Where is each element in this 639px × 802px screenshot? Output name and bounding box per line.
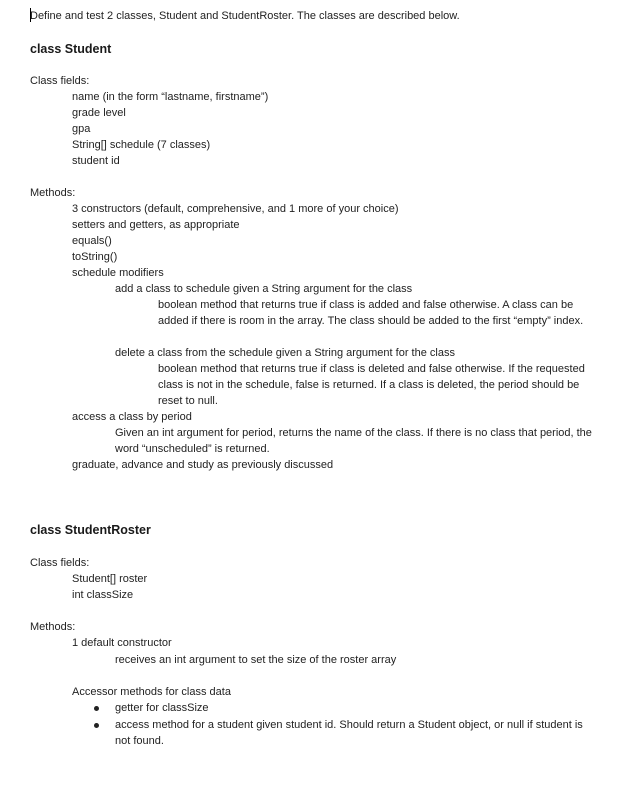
student-field-item: grade level [72,107,126,119]
roster-field-item: int classSize [72,589,134,601]
student-field-item: student id [72,155,120,167]
student-method-add-description: boolean method that returns true if class is added and false otherwise. A class can be added if there is room in the array. The class should be added to the first “empty” index. [158,299,584,327]
bullet-icon [94,723,99,728]
student-method-setters: setters and getters, as appropriate [72,219,240,231]
student-method-graduate: graduate, advance and study as previously discussed [72,459,334,471]
student-method-constructors: 3 constructors (default, comprehensive, and 1 more of your choice) [72,203,399,215]
bullet-icon [94,706,99,711]
roster-accessor-bullet: getter for classSize [115,702,209,714]
student-class-heading: class Student [30,42,112,56]
student-field-item: String[] schedule (7 classes) [72,139,211,151]
roster-field-item: Student[] roster [72,573,148,585]
roster-method-default-constructor: 1 default constructor [72,637,172,649]
roster-fields-label: Class fields: [30,557,90,569]
roster-method-constructor-description: receives an int argument to set the size of the roster array [115,654,397,666]
student-method-equals: equals() [72,235,112,247]
student-method-add-class: add a class to schedule given a String argument for the class [115,283,413,295]
intro-text: Define and test 2 classes, Student and StudentRoster. The classes are described below. [30,10,460,22]
student-methods-label: Methods: [30,187,76,199]
roster-methods-label: Methods: [30,621,76,633]
student-method-tostring: toString() [72,251,118,263]
student-method-delete-class: delete a class from the schedule given a String argument for the class [115,347,455,359]
student-method-schedule-modifiers: schedule modifiers [72,267,164,279]
student-method-delete-description: boolean method that returns true if class is deleted and false otherwise. If the requested class is not in the schedule, false is returned. If a class is deleted, the period should be reset to null. [158,363,585,407]
student-fields-label: Class fields: [30,75,90,87]
student-field-item: gpa [72,123,91,135]
student-method-access-period: access a class by period [72,411,192,423]
roster-accessor-bullet: access method for a student given student id. Should return a Student object, or null if student is not found. [115,719,583,747]
student-field-item: name (in the form “lastname, firstname”) [72,91,269,103]
student-method-access-description: Given an int argument for period, returns the name of the class. If there is no class that period, the word “unscheduled” is returned. [115,427,592,455]
roster-accessor-label: Accessor methods for class data [72,686,231,698]
roster-class-heading: class StudentRoster [30,523,151,537]
